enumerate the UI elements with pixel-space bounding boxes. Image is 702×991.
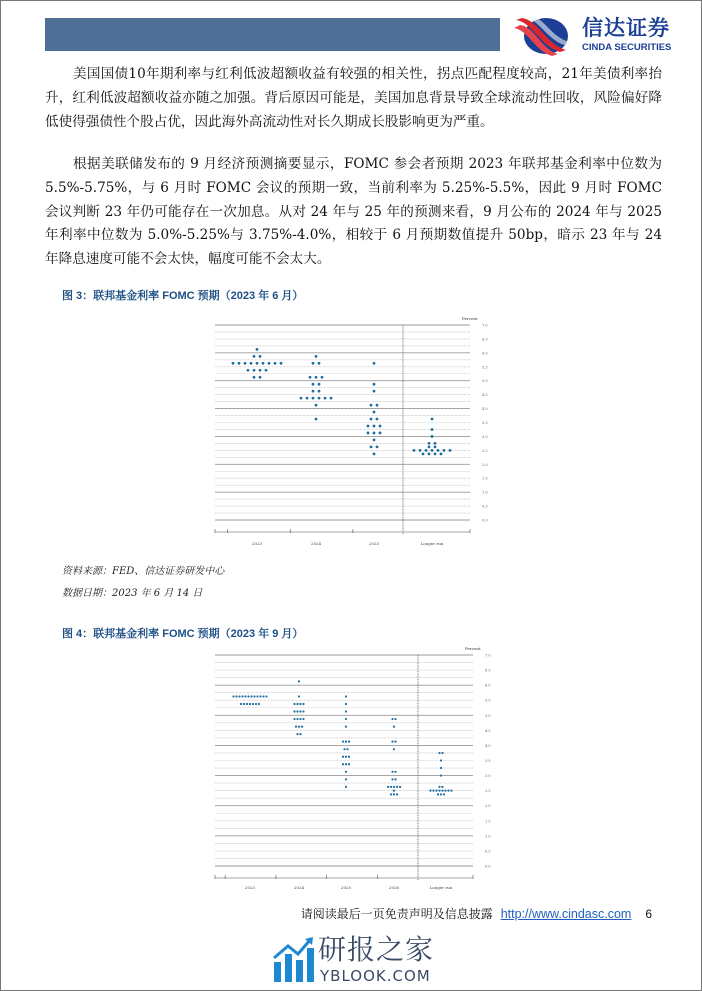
projection-dot [342, 763, 344, 765]
y-tick-label: 0.0 [485, 864, 491, 869]
y-tick-label: 3.0 [485, 774, 491, 779]
projection-dot [342, 741, 344, 743]
projection-dot [293, 718, 295, 720]
projection-dot [441, 790, 443, 792]
projection-dot [241, 695, 243, 697]
y-tick-label: 4.5 [485, 728, 491, 733]
projection-dot [444, 790, 446, 792]
projection-dot [265, 695, 267, 697]
figure-3-caption: 图 3：联邦基金利率 FOMC 预期（2023 年 6 月） [62, 290, 304, 302]
y-tick-label: 7.0 [485, 653, 491, 658]
bar-chart-arrow-icon [272, 936, 316, 984]
projection-dot [256, 695, 258, 697]
projection-dot [443, 793, 445, 795]
projection-dot [387, 786, 389, 788]
projection-dot [345, 763, 347, 765]
projection-dot [258, 703, 260, 705]
y-tick-label: 5.0 [482, 379, 488, 384]
projection-dot [299, 710, 301, 712]
projection-dot [348, 763, 350, 765]
projection-dot [296, 703, 298, 705]
projection-dot [298, 695, 300, 697]
projection-dot [432, 790, 434, 792]
y-tick-label: 0.5 [482, 504, 488, 509]
x-tick-label: Longer run [420, 541, 444, 546]
paragraph-1: 美国国债10年期利率与红利低波超额收益有较强的相关性，拐点匹配程度较高，21年美债利率抬升，红利低波超额收益亦随之加强。背后原因可能是，美国加息背景导致全球流动性回收，风险偏好降低使得强债性个股占优，因此海外高流动性对长久期成长股影响更为严重。 [45, 66, 662, 130]
projection-dot [250, 695, 252, 697]
projection-dot [232, 695, 234, 697]
projection-dot [298, 680, 300, 682]
projection-dot [343, 748, 345, 750]
projection-dot [348, 756, 350, 758]
y-tick-label: 4.0 [482, 407, 488, 412]
projection-dot [391, 778, 393, 780]
y-axis-label: Percent [462, 316, 478, 321]
y-tick-label: 1.5 [482, 476, 488, 481]
projection-dot [396, 793, 398, 795]
projection-dot [296, 710, 298, 712]
projection-dot [296, 733, 298, 735]
footer-link[interactable]: http://www.cindasc.com [500, 907, 632, 921]
projection-dot [390, 793, 392, 795]
projection-dot [240, 703, 242, 705]
projection-dot [438, 786, 440, 788]
projection-dot [399, 786, 401, 788]
projection-dot [394, 718, 396, 720]
x-tick-label: 2024 [310, 541, 322, 546]
y-tick-label: 5.5 [485, 698, 491, 703]
projection-dot [394, 771, 396, 773]
x-tick-label: 2024 [293, 885, 305, 890]
projection-dot [345, 710, 347, 712]
projection-dot [235, 695, 237, 697]
watermark-english: YBLOOK.COM [320, 967, 431, 985]
figure-3-date: 数据日期：2023 年 6 月 14 日 [62, 588, 203, 599]
projection-dot [393, 790, 395, 792]
projection-dot [441, 786, 443, 788]
y-tick-label: 2.5 [485, 789, 491, 794]
y-tick-label: 0.5 [485, 849, 491, 854]
y-tick-label: 3.0 [482, 434, 488, 439]
figure-3-source: 资料来源：FED、信达证券研发中心 [62, 566, 225, 577]
watermark-chinese: 研报之家 [318, 933, 435, 966]
y-tick-label: 2.0 [485, 804, 491, 809]
projection-dot [447, 790, 449, 792]
y-tick-label: 1.0 [482, 490, 488, 495]
projection-dot [393, 725, 395, 727]
y-tick-label: 2.0 [482, 462, 488, 467]
projection-dot [249, 703, 251, 705]
x-tick-label: 2025 [368, 541, 380, 546]
y-tick-label: 1.5 [485, 819, 491, 824]
projection-dot [255, 703, 257, 705]
y-tick-label: 4.0 [485, 743, 491, 748]
projection-dot [243, 703, 245, 705]
y-tick-label: 7.0 [482, 323, 488, 328]
projection-dot [438, 790, 440, 792]
projection-dot [298, 725, 300, 727]
projection-dot [259, 695, 261, 697]
projection-dot [396, 786, 398, 788]
watermark [272, 933, 442, 988]
projection-dot [440, 793, 442, 795]
projection-dot [252, 703, 254, 705]
page-number: 6 [645, 907, 652, 921]
projection-dot [293, 703, 295, 705]
projection-dot [391, 741, 393, 743]
x-tick-label: 2023 [251, 541, 263, 546]
projection-dot [450, 790, 452, 792]
projection-dot [299, 733, 301, 735]
y-tick-label: 4.5 [482, 393, 488, 398]
projection-dot [348, 741, 350, 743]
projection-dot [394, 778, 396, 780]
logo-english: CINDA SECURITIES [582, 42, 672, 53]
projection-dot [393, 793, 395, 795]
projection-dot [345, 718, 347, 720]
projection-dot [390, 786, 392, 788]
projection-dot [438, 752, 440, 754]
projection-dot [302, 703, 304, 705]
projection-dot [393, 786, 395, 788]
projection-dot [247, 695, 249, 697]
projection-dot [296, 718, 298, 720]
projection-dot [435, 790, 437, 792]
projection-dot [302, 718, 304, 720]
projection-dot [299, 718, 301, 720]
projection-dot [345, 703, 347, 705]
y-tick-label: 2.5 [482, 448, 488, 453]
projection-dot [394, 741, 396, 743]
projection-dot [441, 752, 443, 754]
projection-dot [345, 695, 347, 697]
projection-dot [302, 710, 304, 712]
projection-dot [345, 786, 347, 788]
x-tick-label: 2025 [340, 885, 352, 890]
y-tick-label: 3.5 [482, 421, 488, 425]
footer-disclaimer: 请阅读最后一页免责声明及信息披露 [300, 907, 493, 921]
x-tick-label: 2023 [244, 885, 256, 890]
y-tick-label: 5.5 [482, 365, 488, 370]
y-axis-label: Percent [465, 646, 481, 651]
figure-4-caption: 图 4：联邦基金利率 FOMC 预期（2023 年 9 月） [62, 628, 304, 640]
y-tick-label: 5.0 [485, 713, 491, 718]
x-tick-label: 2026 [388, 885, 400, 890]
projection-dot [345, 741, 347, 743]
projection-dot [262, 695, 264, 697]
projection-dot [440, 774, 442, 776]
projection-dot [345, 725, 347, 727]
projection-dot [391, 771, 393, 773]
projection-dot [345, 778, 347, 780]
y-tick-label: 6.0 [482, 351, 488, 356]
paragraph-2: 根据美联储发布的 9 月经济预测摘要显示，FOMC 参会者预期 2023 年联邦基金利率中位数为 5.5%-5.75%，与 6 月时 FOMC 会议的预期一致，当前利率为 5.25%-5.5%，因此 9 月时 FOMC 会议判断 23 年仍可能存在一次加息。从对 24 年与 25 年的预测来看，9 月公布的 2024 年与 2025 年利率中位数为 5.0%-5.25%与 3.75%-4.0%，相较于 6 月预期数值提升 50bp，暗示 23 年与 24 年降息速度可能不会太快，幅度可能不会太大。 [45, 156, 662, 268]
logo-chinese: 信达证券 [582, 16, 670, 40]
projection-dot [346, 748, 348, 750]
projection-dot [393, 748, 395, 750]
projection-dot [342, 756, 344, 758]
x-tick-label: Longer run [429, 885, 453, 890]
footer [301, 906, 652, 922]
projection-dot [238, 695, 240, 697]
y-tick-label: 3.5 [485, 759, 491, 763]
projection-dot [391, 718, 393, 720]
y-tick-label: 6.5 [485, 668, 491, 673]
y-tick-label: 1.0 [485, 834, 491, 839]
projection-dot [299, 703, 301, 705]
projection-dot [440, 759, 442, 761]
y-tick-label: 0.0 [482, 518, 488, 523]
projection-dot [301, 725, 303, 727]
projection-dot [295, 725, 297, 727]
projection-dot [437, 793, 439, 795]
projection-dot [429, 790, 431, 792]
projection-dot [345, 771, 347, 773]
projection-dot [244, 695, 246, 697]
y-tick-label: 6.0 [485, 683, 491, 688]
projection-dot [246, 703, 248, 705]
y-tick-label: 6.5 [482, 337, 488, 342]
projection-dot [253, 695, 255, 697]
projection-dot [293, 710, 295, 712]
projection-dot [440, 767, 442, 769]
projection-dot [345, 756, 347, 758]
